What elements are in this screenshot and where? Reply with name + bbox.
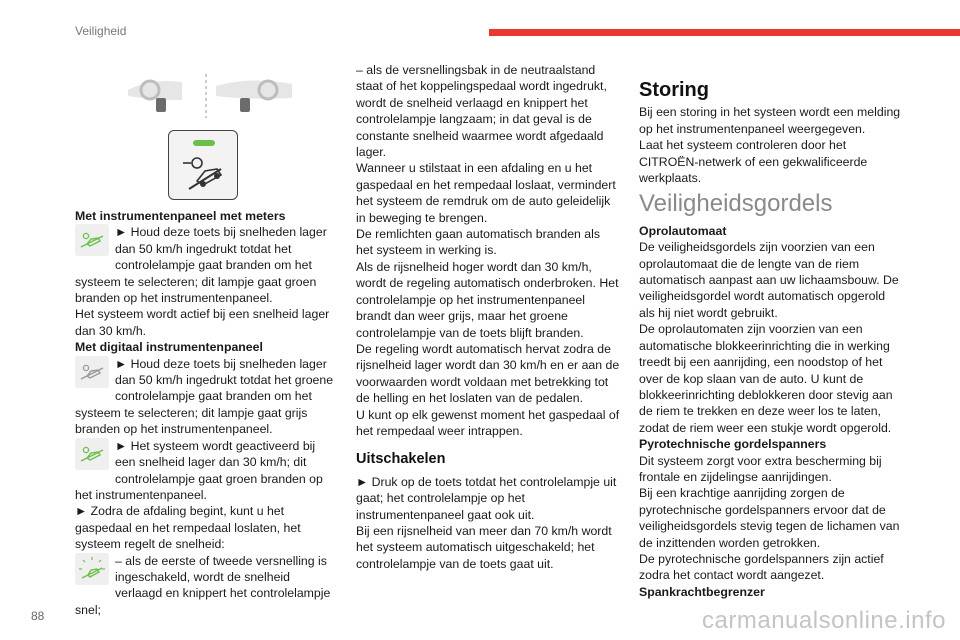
hill-descent-button-icon — [168, 130, 238, 200]
paragraph-heading: Met digitaal instrumentenpaneel — [75, 340, 263, 355]
header-accent-bar — [489, 29, 960, 36]
paragraph: De pyrotechnische gordelspanners zijn actief zodra het contact wordt aangezet. — [639, 551, 884, 583]
heading-veiligheidsgordels: Veiligheidsgordels — [639, 190, 833, 218]
paragraph-heading: Pyrotechnische gordelspanners — [639, 437, 827, 452]
steering-wheels-dashboard-icon — [120, 68, 300, 128]
paragraph: Het systeem wordt actief bij een snelheid lager dan 30 km/h. — [75, 307, 330, 338]
paragraph: Bij een storing in het systeen wordt een melding op het instrumentenpaneel weergegeven. — [639, 105, 901, 136]
paragraph: Laat het systeem controleren door het CITROËN-netwerk of een gekwalificeerde werkplaats. — [639, 138, 868, 186]
column-left — [75, 208, 337, 618]
paragraph: Wanneer u stilstaat in een afdaling en u het gaspedaal en het rempedaal loslaat, vermindert het systeem de remdruk om de auto geleidelijk in beweging te brengen. — [356, 161, 616, 225]
paragraph: Dit systeem zorgt voor extra bescherming bij frontale en zijdelingse aanrijdingen. — [639, 453, 882, 484]
paragraph: De veiligheidsgordels zijn voorzien van een oprolautomaat die de lengte van de riem automatisch aanpast aan uw lichaamsbouw. De veiligheidsgordel wordt automatisch opgerold als hij niet wordt gebruikt. — [639, 240, 899, 320]
paragraph-heading: Met instrumentenpaneel met meters — [75, 209, 286, 223]
paragraph: Bij een krachtige aanrijding zorgen de pyrotechnische gordelspanners ervoor dat de veiligheidsgordels stevig tegen de lichamen van de inzittenden worden getrokken. — [639, 486, 900, 550]
paragraph-heading: Oprolautomaat — [639, 223, 727, 238]
paragraph: U kunt op elk gewenst moment het gaspedaal of het rempedaal weer intrappen. — [356, 407, 620, 438]
section-title: Veiligheid — [75, 24, 127, 38]
column-right — [639, 79, 901, 600]
watermark: carmanualsonline.info — [702, 607, 946, 634]
paragraph-heading: Spankrachtbegrenzer — [639, 584, 765, 599]
paragraph: De oprolautomaten zijn voorzien van een automatische blokkeerinrichting die in werking treedt bij een aanrijding, een noodstop of het over de kop slaan van de auto. U kunt de blokkeerinrichting deblokkeren door stevig aan de riem te trekken en deze weer los te laten, zodat de riem weer een stukje wordt opgerold. — [639, 322, 893, 435]
heading-storing: Storing — [639, 79, 709, 101]
hill-descent-control-icon — [75, 438, 109, 470]
hill-descent-control-icon — [75, 356, 109, 388]
paragraph: De regeling wordt automatisch hervat zodra de rijsnelheid lager wordt dan 30 km/h en er aan de voorwaarden wordt voldaan met betrekking tot de helling en het loslaten van de pedalen. — [356, 341, 620, 406]
paragraph: ► Houd deze toets bij snelheden lager dan 50 km/h ingedrukt totdat het groene controlelampje gaat branden om het systeem te selecteren; dit lampje gaat grijs branden op het instrumentenpaneel. — [75, 356, 334, 437]
paragraph: Als de rijsnelheid hoger wordt dan 30 km/h, wordt de regeling automatisch onderbroken. Het controlelampje op het instrumentenpaneel brandt dan weer grijs, maar het groene controlelampje van de toets blijft branden. — [356, 259, 619, 340]
page-number: 88 — [31, 609, 45, 623]
paragraph: – als de versnellingsbak in de neutraalstand staat of het koppelingspedaal wordt ingedrukt, wordt de snelheid verlaagd en knippert het controlelampje langzaam; in dat geval is de constante snelheid waarmee wordt afgedaald lager. — [356, 63, 607, 160]
hill-descent-flashing-icon — [75, 553, 109, 585]
paragraph: – als de eerste of tweede versnelling is ingeschakeld, wordt de snelheid verlaagd en knippert het controlelampje snel; — [75, 553, 331, 617]
hill-descent-control-icon — [75, 224, 109, 256]
paragraph: ► Druk op de toets totdat het controlelampje uit gaat; het controlelampje op het instrumentenpaneel gaat ook uit. — [356, 474, 617, 522]
paragraph: ► Het systeem wordt geactiveerd bij een snelheid lager dan 30 km/h; dit controlelampje gaat groen branden op het instrumentenpaneel. — [75, 438, 323, 502]
paragraph: Bij een rijsnelheid van meer dan 70 km/h wordt het systeem automatisch uitgeschakeld; het controlelampje van de toets gaat uit. — [356, 523, 612, 571]
paragraph: De remlichten gaan automatisch branden als het systeem in werking is. — [356, 227, 601, 258]
paragraph: ► Houd deze toets bij snelheden lager dan 50 km/h ingedrukt totdat het controlelampje gaat branden om het systeem te selecteren; dit lampje gaat groen branden op het instrumentenpaneel. — [75, 225, 327, 306]
paragraph: ► Zodra de afdaling begint, kunt u het gaspedaal en het rempedaal loslaten, het systeem regelt de snelheid: — [75, 504, 301, 552]
column-middle — [356, 62, 620, 572]
heading-uitschakelen: Uitschakelen — [356, 451, 446, 468]
